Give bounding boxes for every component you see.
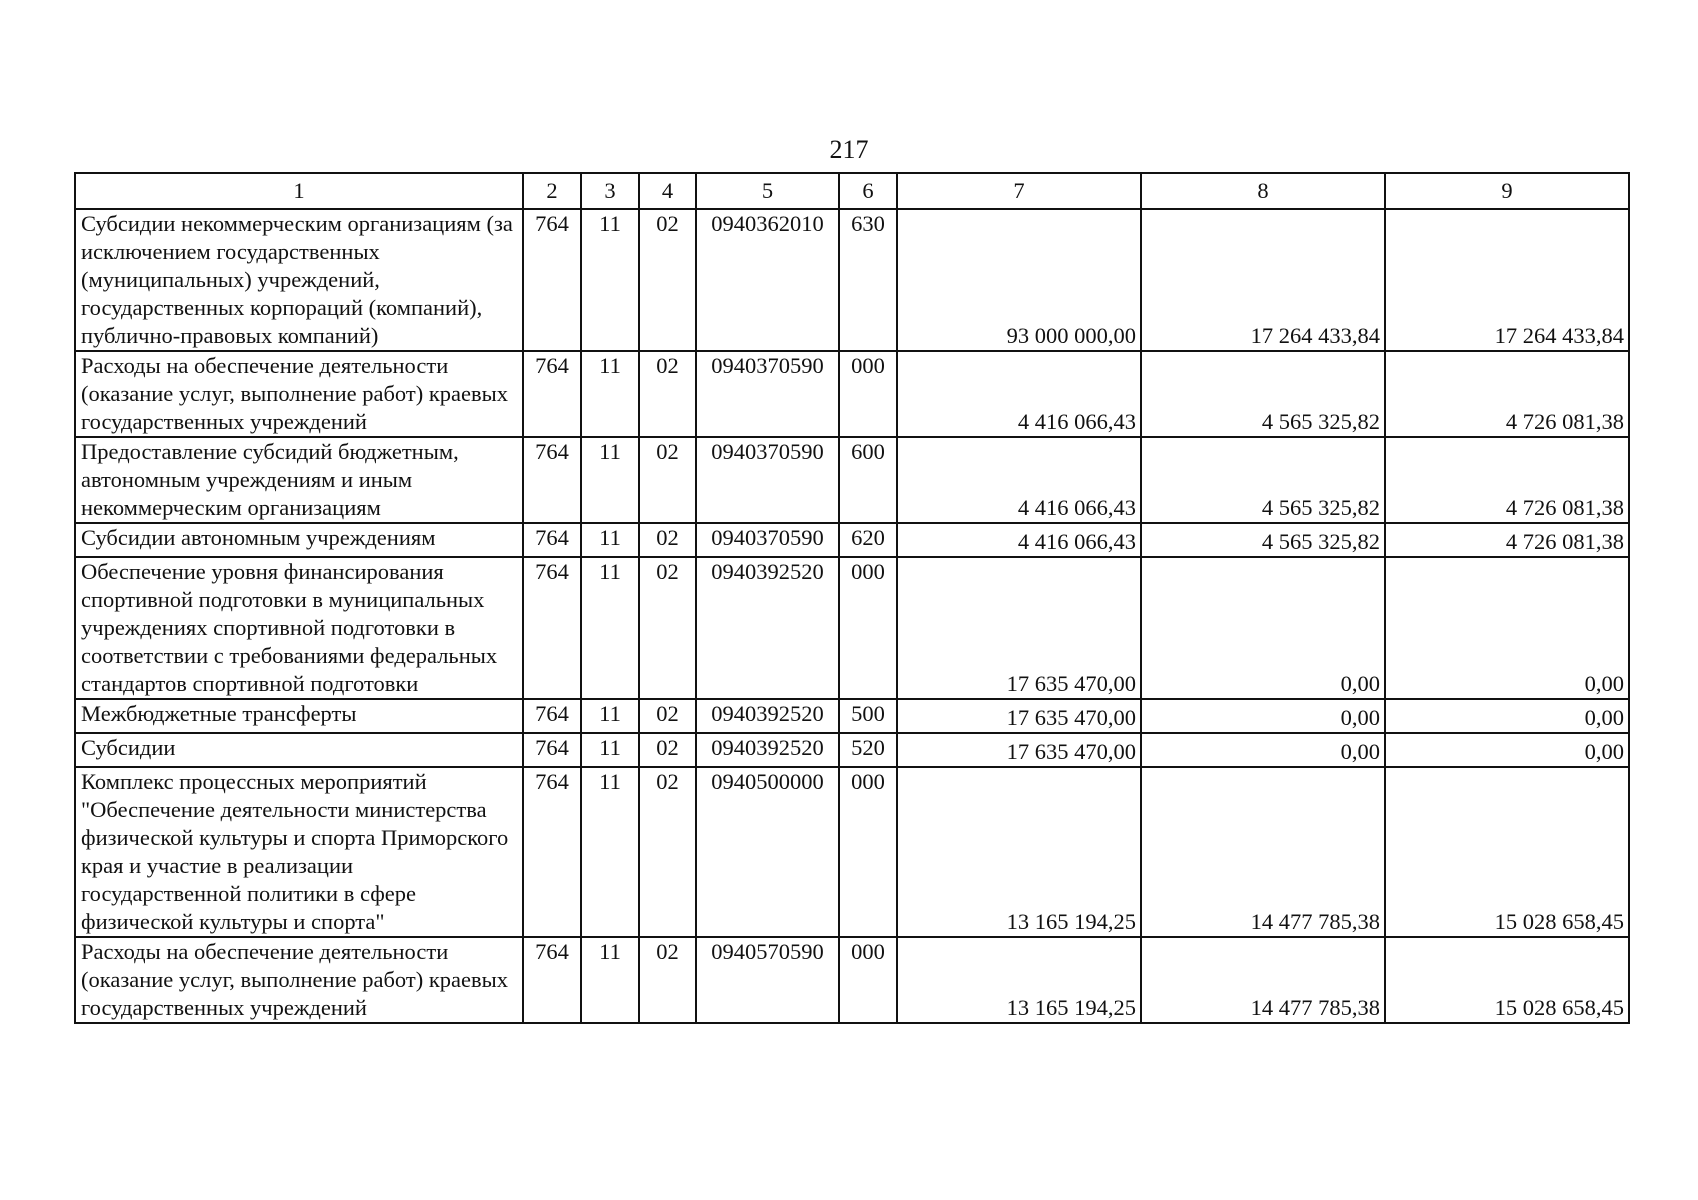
row-name: Обеспечение уровня финансирования спортивной подготовки в муниципальных учреждениях спортивной подготовки в соответствии с требованиями федеральных стандартов спортивной подготовки [75,557,523,699]
expense-type-code: 000 [839,351,897,437]
amount-col-9: 0,00 [1385,699,1629,733]
grbs-code: 764 [523,699,581,733]
amount-col-7: 13 165 194,25 [897,937,1141,1023]
amount-col-7: 17 635 470,00 [897,557,1141,699]
amount-col-9: 15 028 658,45 [1385,767,1629,937]
table-row [75,767,1629,937]
page-number: 217 [829,135,869,164]
target-code: 0940370590 [696,523,839,557]
target-code: 0940500000 [696,767,839,937]
section-code: 11 [581,733,639,767]
amount-col-8: 0,00 [1141,557,1385,699]
expense-type-code: 000 [839,557,897,699]
table-row [75,209,1629,351]
column-header-2: 2 [523,173,581,209]
grbs-code: 764 [523,209,581,351]
subsection-code: 02 [639,733,696,767]
expense-type-code: 520 [839,733,897,767]
budget-table [74,172,1630,1024]
expense-type-code: 620 [839,523,897,557]
amount-col-8: 0,00 [1141,699,1385,733]
amount-col-7: 4 416 066,43 [897,523,1141,557]
subsection-code: 02 [639,699,696,733]
amount-col-7: 17 635 470,00 [897,733,1141,767]
subsection-code: 02 [639,351,696,437]
subsection-code: 02 [639,937,696,1023]
column-header-3: 3 [581,173,639,209]
target-code: 0940370590 [696,437,839,523]
amount-col-9: 17 264 433,84 [1385,209,1629,351]
amount-col-7: 93 000 000,00 [897,209,1141,351]
row-name: Расходы на обеспечение деятельности (оказание услуг, выполнение работ) краевых государственных учреждений [75,351,523,437]
table-body [75,209,1629,1023]
subsection-code: 02 [639,523,696,557]
amount-col-7: 17 635 470,00 [897,699,1141,733]
section-code: 11 [581,767,639,937]
header-row [75,173,1629,209]
amount-col-8: 0,00 [1141,733,1385,767]
target-code: 0940392520 [696,557,839,699]
table-row [75,699,1629,733]
table-row [75,733,1629,767]
section-code: 11 [581,557,639,699]
row-name: Предоставление субсидий бюджетным, автономным учреждениям и иным некоммерческим организациям [75,437,523,523]
amount-col-9: 4 726 081,38 [1385,351,1629,437]
row-name: Субсидии автономным учреждениям [75,523,523,557]
target-code: 0940362010 [696,209,839,351]
column-header-8: 8 [1141,173,1385,209]
amount-col-9: 0,00 [1385,733,1629,767]
amount-col-8: 17 264 433,84 [1141,209,1385,351]
grbs-code: 764 [523,523,581,557]
table-row [75,351,1629,437]
amount-col-9: 15 028 658,45 [1385,937,1629,1023]
target-code: 0940392520 [696,699,839,733]
target-code: 0940370590 [696,351,839,437]
amount-col-8: 14 477 785,38 [1141,767,1385,937]
row-name: Комплекс процессных мероприятий "Обеспечение деятельности министерства физической культуры и спорта Приморского края и участие в реализации государственной политики в сфере физической культуры и спорта" [75,767,523,937]
section-code: 11 [581,699,639,733]
section-code: 11 [581,437,639,523]
amount-col-9: 0,00 [1385,557,1629,699]
expense-type-code: 630 [839,209,897,351]
column-header-4: 4 [639,173,696,209]
column-header-1: 1 [75,173,523,209]
amount-col-9: 4 726 081,38 [1385,437,1629,523]
section-code: 11 [581,523,639,557]
target-code: 0940570590 [696,937,839,1023]
amount-col-8: 14 477 785,38 [1141,937,1385,1023]
section-code: 11 [581,351,639,437]
subsection-code: 02 [639,557,696,699]
section-code: 11 [581,209,639,351]
expense-type-code: 000 [839,937,897,1023]
grbs-code: 764 [523,937,581,1023]
column-header-5: 5 [696,173,839,209]
grbs-code: 764 [523,557,581,699]
table-row [75,523,1629,557]
amount-col-8: 4 565 325,82 [1141,523,1385,557]
expense-type-code: 000 [839,767,897,937]
column-header-9: 9 [1385,173,1629,209]
row-name: Субсидии [75,733,523,767]
grbs-code: 764 [523,437,581,523]
expense-type-code: 500 [839,699,897,733]
amount-col-8: 4 565 325,82 [1141,437,1385,523]
amount-col-7: 13 165 194,25 [897,767,1141,937]
column-header-7: 7 [897,173,1141,209]
amount-col-7: 4 416 066,43 [897,351,1141,437]
subsection-code: 02 [639,767,696,937]
row-name: Межбюджетные трансферты [75,699,523,733]
table-header [75,173,1629,209]
table-row [75,437,1629,523]
amount-col-8: 4 565 325,82 [1141,351,1385,437]
grbs-code: 764 [523,733,581,767]
row-name: Субсидии некоммерческим организациям (за исключением государственных (муниципальных) учреждений, государственных корпораций (компаний), публично-правовых компаний) [75,209,523,351]
column-header-6: 6 [839,173,897,209]
target-code: 0940392520 [696,733,839,767]
section-code: 11 [581,937,639,1023]
table-row [75,557,1629,699]
subsection-code: 02 [639,209,696,351]
amount-col-7: 4 416 066,43 [897,437,1141,523]
grbs-code: 764 [523,351,581,437]
grbs-code: 764 [523,767,581,937]
amount-col-9: 4 726 081,38 [1385,523,1629,557]
subsection-code: 02 [639,437,696,523]
expense-type-code: 600 [839,437,897,523]
row-name: Расходы на обеспечение деятельности (оказание услуг, выполнение работ) краевых государственных учреждений [75,937,523,1023]
table-row [75,937,1629,1023]
